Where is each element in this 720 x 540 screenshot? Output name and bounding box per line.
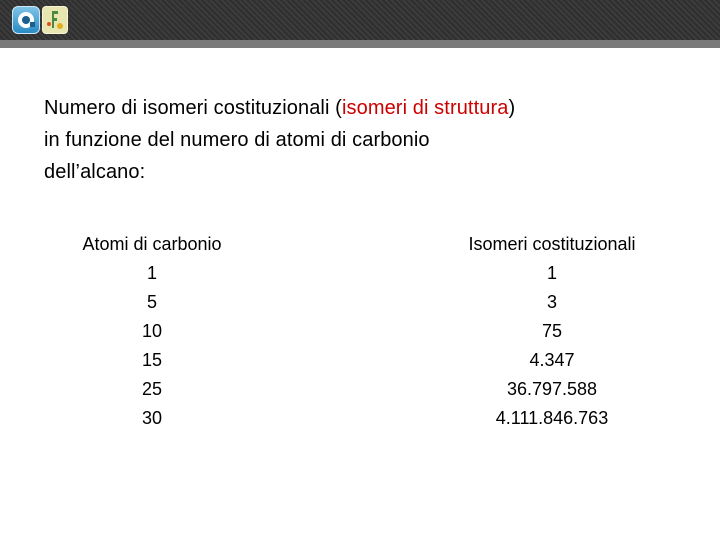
carbon-atoms-column: [64, 230, 240, 433]
isomers-cell: 3: [546, 292, 557, 312]
header-bar: [0, 0, 720, 40]
isomers-column: [420, 230, 684, 433]
isomers-cell: 4.347: [529, 350, 575, 370]
chemistry-logo-icon: [42, 6, 68, 34]
isomers-cell: 36.797.588: [506, 379, 598, 399]
intro-line3: dell’alcano:: [44, 161, 146, 183]
carbon-atoms-cell: 5: [146, 292, 157, 312]
isomers-cell: 75: [541, 321, 563, 341]
column-header-carbon-atoms: Atomi di carbonio: [82, 234, 222, 254]
intro-part1: Numero di isomeri costituzionali (: [44, 97, 342, 119]
carbon-atoms-cell: 30: [141, 408, 163, 428]
intro-line2: in funzione del numero di atomi di carbonio: [44, 129, 430, 151]
intro-text: [44, 92, 684, 188]
isomers-cell: 1: [546, 263, 557, 283]
column-header-isomers: Isomeri costituzionali: [468, 234, 636, 254]
school-logo-icon: [12, 6, 40, 34]
carbon-atoms-cell: 1: [146, 263, 157, 283]
intro-highlight: isomeri di struttura: [341, 97, 509, 119]
carbon-atoms-cell: 25: [141, 379, 163, 399]
header-bar-underline: [0, 40, 720, 48]
carbon-atoms-cell: 10: [141, 321, 163, 341]
intro-part2: ): [508, 97, 516, 119]
carbon-atoms-cell: 15: [141, 350, 163, 370]
isomers-cell: 4.111.846.763: [495, 408, 609, 428]
